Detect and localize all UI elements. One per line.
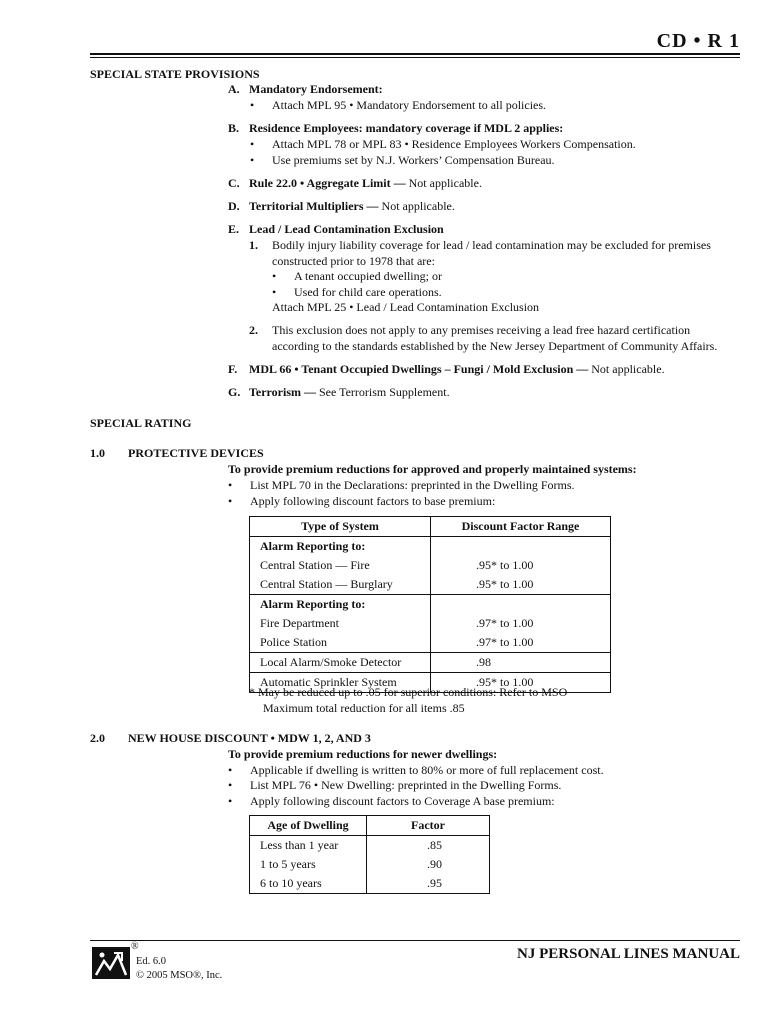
item-a-title: Mandatory Endorsement:	[249, 82, 383, 96]
table-row: 6 to 10 years .95	[250, 874, 490, 894]
item-c-text: Rule 22.0 • Aggregate Limit — Not applicable.	[249, 176, 482, 190]
protective-bullet-1: • List MPL 70 in the Declarations: preprinted in the Dwelling Forms.	[250, 478, 575, 493]
item-e-para-2-line-1: This exclusion does not apply to any premises receiving a lead free hazard certification	[272, 323, 691, 337]
table-row: Central Station — Fire .95* to 1.00	[250, 556, 611, 575]
table-row: Alarm Reporting to:	[250, 595, 611, 615]
new-house-bullet-2: • List MPL 76 • New Dwelling: preprinted in the Dwelling Forms.	[250, 778, 561, 793]
table-row: 1 to 5 years .90	[250, 855, 490, 874]
item-f-text: MDL 66 • Tenant Occupied Dwellings – Fungi / Mold Exclusion — Not applicable.	[249, 362, 665, 376]
new-house-intro: To provide premium reductions for newer dwellings:	[228, 747, 498, 761]
protective-intro: To provide premium reductions for approved and properly maintained systems:	[228, 462, 637, 476]
table-row: Central Station — Burglary .95* to 1.00	[250, 575, 611, 595]
header-rule-thick	[90, 53, 740, 55]
registered-mark: ®	[131, 941, 139, 952]
table-row: Alarm Reporting to:	[250, 537, 611, 557]
new-house-title: NEW HOUSE DISCOUNT • MDW 1, 2, AND 3	[128, 731, 371, 745]
item-e-bullet-1: • A tenant occupied dwelling; or	[294, 269, 442, 284]
copyright: © 2005 MSO®, Inc.	[136, 970, 223, 981]
edition: Ed. 6.0	[136, 956, 167, 967]
item-e-para-1-line-2: constructed prior to 1978 that are:	[272, 254, 435, 268]
item-e-num-1: 1.	[249, 238, 258, 252]
page-code: CD • R 1	[656, 30, 740, 52]
table-row: Fire Department .97* to 1.00	[250, 614, 611, 633]
item-e-para-1-line-1: Bodily injury liability coverage for lead / lead contamination may be excluded for premises	[272, 238, 711, 252]
manual-title: NJ PERSONAL LINES MANUAL	[517, 946, 740, 962]
item-c-label: C.	[228, 176, 240, 190]
table-header: Discount Factor Range	[431, 517, 611, 537]
item-g-text: Terrorism — See Terrorism Supplement.	[249, 385, 450, 399]
new-house-table	[249, 815, 490, 894]
item-b-label: B.	[228, 121, 240, 135]
new-house-bullet-3: • Apply following discount factors to Coverage A base premium:	[250, 794, 555, 809]
table-header: Factor	[367, 816, 490, 836]
protective-devices-table	[249, 516, 611, 693]
item-e-num-2: 2.	[249, 323, 258, 337]
table-header: Type of System	[250, 517, 431, 537]
item-b-bullet-2: • Use premiums set by N.J. Workers’ Compensation Bureau.	[272, 153, 555, 168]
item-f-label: F.	[228, 362, 238, 376]
item-d-label: D.	[228, 199, 240, 213]
new-house-num: 2.0	[90, 731, 105, 745]
protective-note-2: Maximum total reduction for all items .85	[263, 701, 465, 715]
special-rating-title: SPECIAL RATING	[90, 416, 192, 430]
table-row: Less than 1 year .85	[250, 836, 490, 856]
protective-num: 1.0	[90, 446, 105, 460]
table-row: Police Station .97* to 1.00	[250, 633, 611, 653]
protective-note-1: * May be reduced up to .05 for superior conditions: Refer to MSO	[249, 685, 568, 699]
header-rule-thin	[90, 57, 740, 58]
mso-logo-icon	[92, 947, 130, 979]
special-state-title: SPECIAL STATE PROVISIONS	[90, 67, 260, 81]
item-a-bullet-1: • Attach MPL 95 • Mandatory Endorsement to all policies.	[272, 98, 546, 113]
item-e-para-2-line-2: according to the standards established by the New Jersey Department of Community Affairs.	[272, 339, 718, 353]
table-header: Age of Dwelling	[250, 816, 367, 836]
item-e-title: Lead / Lead Contamination Exclusion	[249, 222, 444, 236]
item-e-label: E.	[228, 222, 240, 236]
item-b-bullet-1: • Attach MPL 78 or MPL 83 • Residence Employees Workers Compensation.	[272, 137, 636, 152]
footer-rule	[90, 940, 740, 941]
new-house-bullet-1: • Applicable if dwelling is written to 80% or more of full replacement cost.	[250, 763, 604, 778]
item-e-bullet-2: • Used for child care operations.	[294, 285, 442, 300]
table-row: Automatic Sprinkler System .95* to 1.00	[250, 673, 611, 693]
item-b-title: Residence Employees: mandatory coverage if MDL 2 applies:	[249, 121, 564, 135]
item-a-label: A.	[228, 82, 240, 96]
table-row: Local Alarm/Smoke Detector .98	[250, 653, 611, 673]
protective-title: PROTECTIVE DEVICES	[128, 446, 264, 460]
item-d-text: Territorial Multipliers — Not applicable.	[249, 199, 455, 213]
item-e-attach: Attach MPL 25 • Lead / Lead Contamination Exclusion	[272, 300, 540, 314]
item-g-label: G.	[228, 385, 241, 399]
protective-bullet-2: • Apply following discount factors to base premium:	[250, 494, 495, 509]
